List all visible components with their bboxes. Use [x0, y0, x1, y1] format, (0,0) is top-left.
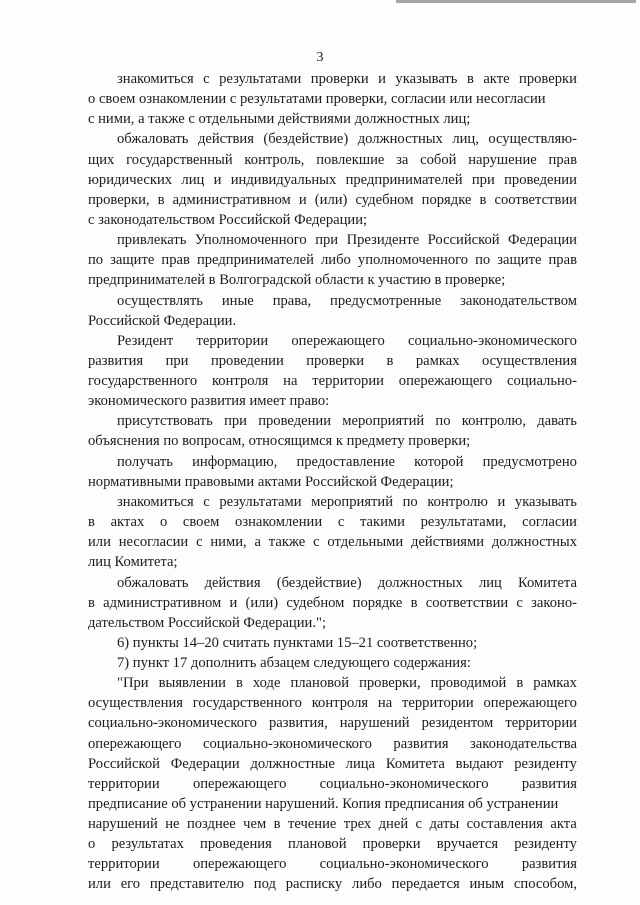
word: нарушений	[339, 715, 410, 731]
word: развития,	[268, 715, 328, 731]
word: или	[88, 876, 111, 892]
word: рамках	[533, 675, 577, 691]
text-line	[88, 372, 577, 390]
word: расписку	[285, 876, 343, 892]
word: проверки	[306, 353, 365, 369]
word: информацию,	[192, 454, 278, 470]
word: территории	[312, 373, 384, 389]
text-line: дательством Российской Федерации.";	[88, 615, 327, 631]
word: лиц	[181, 172, 205, 188]
word: за	[396, 152, 409, 168]
text-line	[117, 574, 577, 592]
word: действия	[204, 575, 261, 591]
word: чем	[243, 816, 267, 832]
word: индивидуальных	[230, 172, 337, 188]
word: Резидент	[117, 333, 174, 349]
word: по	[88, 252, 104, 268]
word: развития	[521, 776, 577, 792]
text-line: предпринимателей в Волгоградской области к участию в проверке;	[88, 272, 506, 288]
text-line: Российской Федерации.	[88, 313, 237, 329]
word: при	[315, 232, 339, 248]
text-line	[88, 755, 577, 773]
word: (бездействие)	[276, 575, 362, 591]
word: законодательством	[460, 293, 577, 309]
text-line: лиц Комитета;	[88, 554, 178, 570]
word: должностных	[491, 534, 577, 550]
word: результатами	[219, 494, 302, 510]
word: Уполномоченного	[194, 232, 307, 248]
word: прав	[548, 252, 577, 268]
word: государственный	[126, 152, 233, 168]
word: контроль,	[244, 152, 305, 168]
word: нарушение	[468, 152, 537, 168]
word: в	[466, 71, 474, 87]
word: течение	[287, 816, 337, 832]
word: иные	[221, 293, 254, 309]
word: с	[516, 595, 523, 611]
word: Федерации	[170, 756, 240, 772]
word: с	[313, 534, 320, 550]
word: контролю	[427, 494, 488, 510]
word: способом,	[513, 876, 577, 892]
word: предпринимателей	[345, 172, 463, 188]
text-line	[117, 332, 577, 350]
word: социально-экономического	[202, 736, 372, 752]
word: получать	[117, 454, 173, 470]
text-line	[117, 453, 577, 471]
text-line	[88, 735, 577, 753]
word: в	[235, 675, 243, 691]
word: по	[402, 494, 418, 510]
text-line	[117, 231, 577, 249]
word: либо	[321, 252, 351, 268]
word: в	[410, 595, 418, 611]
word: ознакомлении	[235, 514, 323, 530]
word: составления	[466, 816, 544, 832]
word: по	[435, 413, 451, 429]
word: и	[497, 494, 506, 510]
word: обжаловать	[117, 131, 189, 147]
word: проверки,	[88, 192, 150, 208]
word: предусмотрено	[482, 454, 577, 470]
text-line: с ними, а также с отдельными действиями должностных лиц;	[88, 111, 471, 127]
text-line: 6) пункты 14–20 считать пунктами 15–21 соответственно;	[117, 635, 478, 651]
word: предусмотренные	[330, 293, 442, 309]
word: представителю	[149, 876, 244, 892]
word: опережающего	[483, 695, 577, 711]
word: под	[253, 876, 276, 892]
text-line	[88, 835, 577, 853]
text-line	[117, 674, 577, 692]
word: социально-	[507, 373, 577, 389]
scan-edge-mark	[396, 0, 636, 3]
text-line	[88, 513, 577, 531]
word: территории	[88, 856, 160, 872]
word: проведении	[210, 353, 284, 369]
word: законо-	[531, 595, 577, 611]
word: или	[88, 534, 111, 550]
word: результатами	[219, 71, 302, 87]
word: акте	[483, 71, 510, 87]
word: знакомиться	[117, 494, 194, 510]
word: административном	[172, 192, 291, 208]
text-line: предписание об устранении нарушений. Копия предписания об устранении	[88, 796, 559, 812]
word: осуществления	[88, 695, 183, 711]
word: и	[298, 192, 307, 208]
word: осуществляю-	[488, 131, 577, 147]
word: с	[203, 494, 210, 510]
word: проверки	[519, 71, 577, 87]
word: о	[159, 514, 168, 530]
word: с	[203, 71, 210, 87]
text-line	[88, 855, 577, 873]
word: соответствии	[425, 595, 509, 611]
word: при	[165, 353, 189, 369]
word: социально-экономического	[88, 715, 257, 731]
text-line	[88, 815, 577, 833]
word: опережающего	[398, 373, 493, 389]
word: выдают	[455, 756, 504, 772]
word: развития	[521, 856, 577, 872]
word: вручается	[436, 836, 499, 852]
word: судебном	[355, 192, 414, 208]
word: в	[88, 595, 95, 611]
word: обжаловать	[117, 575, 189, 591]
word: своем	[182, 514, 220, 530]
word: защите	[497, 252, 542, 268]
text-line	[88, 171, 577, 189]
text-line	[88, 714, 577, 732]
word: развития	[393, 736, 449, 752]
word: территории	[88, 776, 160, 792]
word: а	[254, 534, 261, 550]
word: о	[88, 836, 96, 852]
word: резиденту	[514, 836, 577, 852]
word: проводимой	[430, 675, 507, 691]
text-line: 7) пункт 17 дополнить абзацем следующего содержания:	[117, 655, 471, 671]
word: иным	[469, 876, 505, 892]
word: проверки,	[359, 675, 421, 691]
word: нарушений	[88, 816, 158, 832]
word: на	[283, 373, 298, 389]
word: в	[386, 353, 394, 369]
word: Федерации	[508, 232, 577, 248]
word: лица	[345, 756, 376, 772]
word: уполномоченного	[357, 252, 469, 268]
word: соответствии	[494, 192, 577, 208]
word: дней	[378, 816, 409, 832]
word: территории	[505, 715, 577, 731]
text-line	[88, 151, 577, 169]
word: юридических	[88, 172, 173, 188]
word: в	[88, 514, 95, 530]
word: актах	[110, 514, 145, 530]
word: которой	[414, 454, 464, 470]
word: выявлении	[158, 675, 226, 691]
word: несогласии	[118, 534, 189, 550]
text-line: объяснения по вопросам, относящимся к предмету проверки;	[88, 433, 471, 449]
word: действиями	[411, 534, 485, 550]
word: знакомиться	[117, 71, 194, 87]
word: трех	[343, 816, 372, 832]
word: проведении	[504, 172, 577, 188]
word: мероприятий	[311, 494, 394, 510]
word: при	[471, 172, 495, 188]
text-line	[117, 292, 577, 310]
word: резиденту	[514, 756, 577, 772]
word: результатах	[111, 836, 184, 852]
word: территории	[196, 333, 269, 349]
word: результатами,	[420, 514, 507, 530]
word: должностные	[250, 756, 335, 772]
text-line	[88, 694, 577, 712]
word: в	[516, 675, 524, 691]
word: в	[273, 816, 281, 832]
word: государственного	[88, 373, 198, 389]
word: и	[378, 71, 386, 87]
word: опережающего	[192, 776, 287, 792]
word: щих	[88, 152, 115, 168]
word: законодательства	[470, 736, 577, 752]
word: порядке	[352, 595, 403, 611]
page-number: 3	[316, 50, 324, 65]
text-line	[88, 191, 577, 209]
text-line	[88, 251, 577, 269]
word: предоставление	[296, 454, 395, 470]
word: указывать	[395, 71, 458, 87]
word: в	[157, 192, 165, 208]
word: (бездействие)	[263, 131, 349, 147]
text-line: с законодательством Российской Федерации;	[88, 212, 368, 228]
word: повлекшие	[316, 152, 385, 168]
word: права,	[272, 293, 312, 309]
text-line	[117, 130, 577, 148]
word: проведении	[258, 413, 332, 429]
word: привлекать	[117, 232, 187, 248]
word: плановой	[290, 675, 350, 691]
word: при	[224, 413, 247, 429]
word: должностных	[377, 575, 463, 591]
word: ними,	[210, 534, 247, 550]
word: по	[475, 252, 491, 268]
word: должностных	[357, 131, 443, 147]
text-line	[88, 775, 577, 793]
word: прав	[161, 252, 190, 268]
word: опережающего	[88, 736, 182, 752]
word: предпринимателей	[196, 252, 314, 268]
text-line	[117, 493, 577, 511]
word: и	[213, 172, 222, 188]
word: резидентом	[421, 715, 494, 731]
text-line: экономического развития имеет право:	[88, 393, 330, 409]
word: "При	[117, 675, 149, 691]
word: развития	[88, 353, 144, 369]
word: опережающего	[291, 333, 385, 349]
word: контроля	[211, 373, 269, 389]
text-line	[88, 352, 577, 370]
word: присутствовать	[117, 413, 213, 429]
word: в	[479, 192, 487, 208]
word: административном	[103, 595, 222, 611]
word: плановой	[287, 836, 347, 852]
text-line	[88, 594, 577, 612]
word: (или)	[314, 192, 348, 208]
word: проверки	[362, 836, 421, 852]
word: территории	[402, 695, 474, 711]
text-line	[117, 70, 577, 88]
text-line	[88, 875, 577, 893]
word: и	[229, 595, 238, 611]
word: согласии	[522, 514, 577, 530]
word: осуществления	[481, 353, 577, 369]
word: отдельными	[327, 534, 404, 550]
word: Комитета	[385, 756, 445, 772]
word: акта	[550, 816, 577, 832]
word: Комитета	[517, 575, 577, 591]
word: порядке	[421, 192, 472, 208]
word: проверки	[310, 71, 369, 87]
word: судебном	[286, 595, 345, 611]
word: действия	[197, 131, 254, 147]
word: его	[120, 876, 141, 892]
word: ходе	[252, 675, 281, 691]
word: с	[415, 816, 423, 832]
word: Российской	[88, 756, 160, 772]
word: контроля	[311, 695, 369, 711]
word: не	[165, 816, 180, 832]
text-line: о своем ознакомлении с результатами проверки, согласии или несогласии	[88, 91, 546, 107]
word: контролю,	[461, 413, 526, 429]
word: социально-экономического	[319, 776, 489, 792]
word: социально-экономического	[319, 856, 489, 872]
word: даты	[429, 816, 460, 832]
word: либо	[352, 876, 382, 892]
text-line	[117, 412, 577, 430]
word: проведения	[200, 836, 272, 852]
word: прав	[548, 152, 577, 168]
word: такими	[359, 514, 405, 530]
word: (или)	[245, 595, 279, 611]
word: осуществлять	[117, 293, 203, 309]
word: с	[337, 514, 345, 530]
word: Российской	[427, 232, 500, 248]
word: также	[268, 534, 306, 550]
word: указывать	[514, 494, 577, 510]
word: Президенте	[346, 232, 420, 248]
word: давать	[537, 413, 577, 429]
word: опережающего	[192, 856, 287, 872]
text-line	[88, 533, 577, 551]
word: позднее	[186, 816, 236, 832]
word: передается	[391, 876, 460, 892]
word: лиц,	[452, 131, 479, 147]
word: защите	[110, 252, 155, 268]
word: с	[196, 534, 203, 550]
word: лиц	[478, 575, 502, 591]
text-line: нормативными правовыми актами Российской Федерации;	[88, 474, 454, 490]
word: мероприятий	[342, 413, 425, 429]
word: рамках	[415, 353, 460, 369]
word: социально-экономического	[408, 333, 577, 349]
word: на	[377, 695, 393, 711]
word: собой	[420, 152, 457, 168]
word: государственного	[192, 695, 302, 711]
